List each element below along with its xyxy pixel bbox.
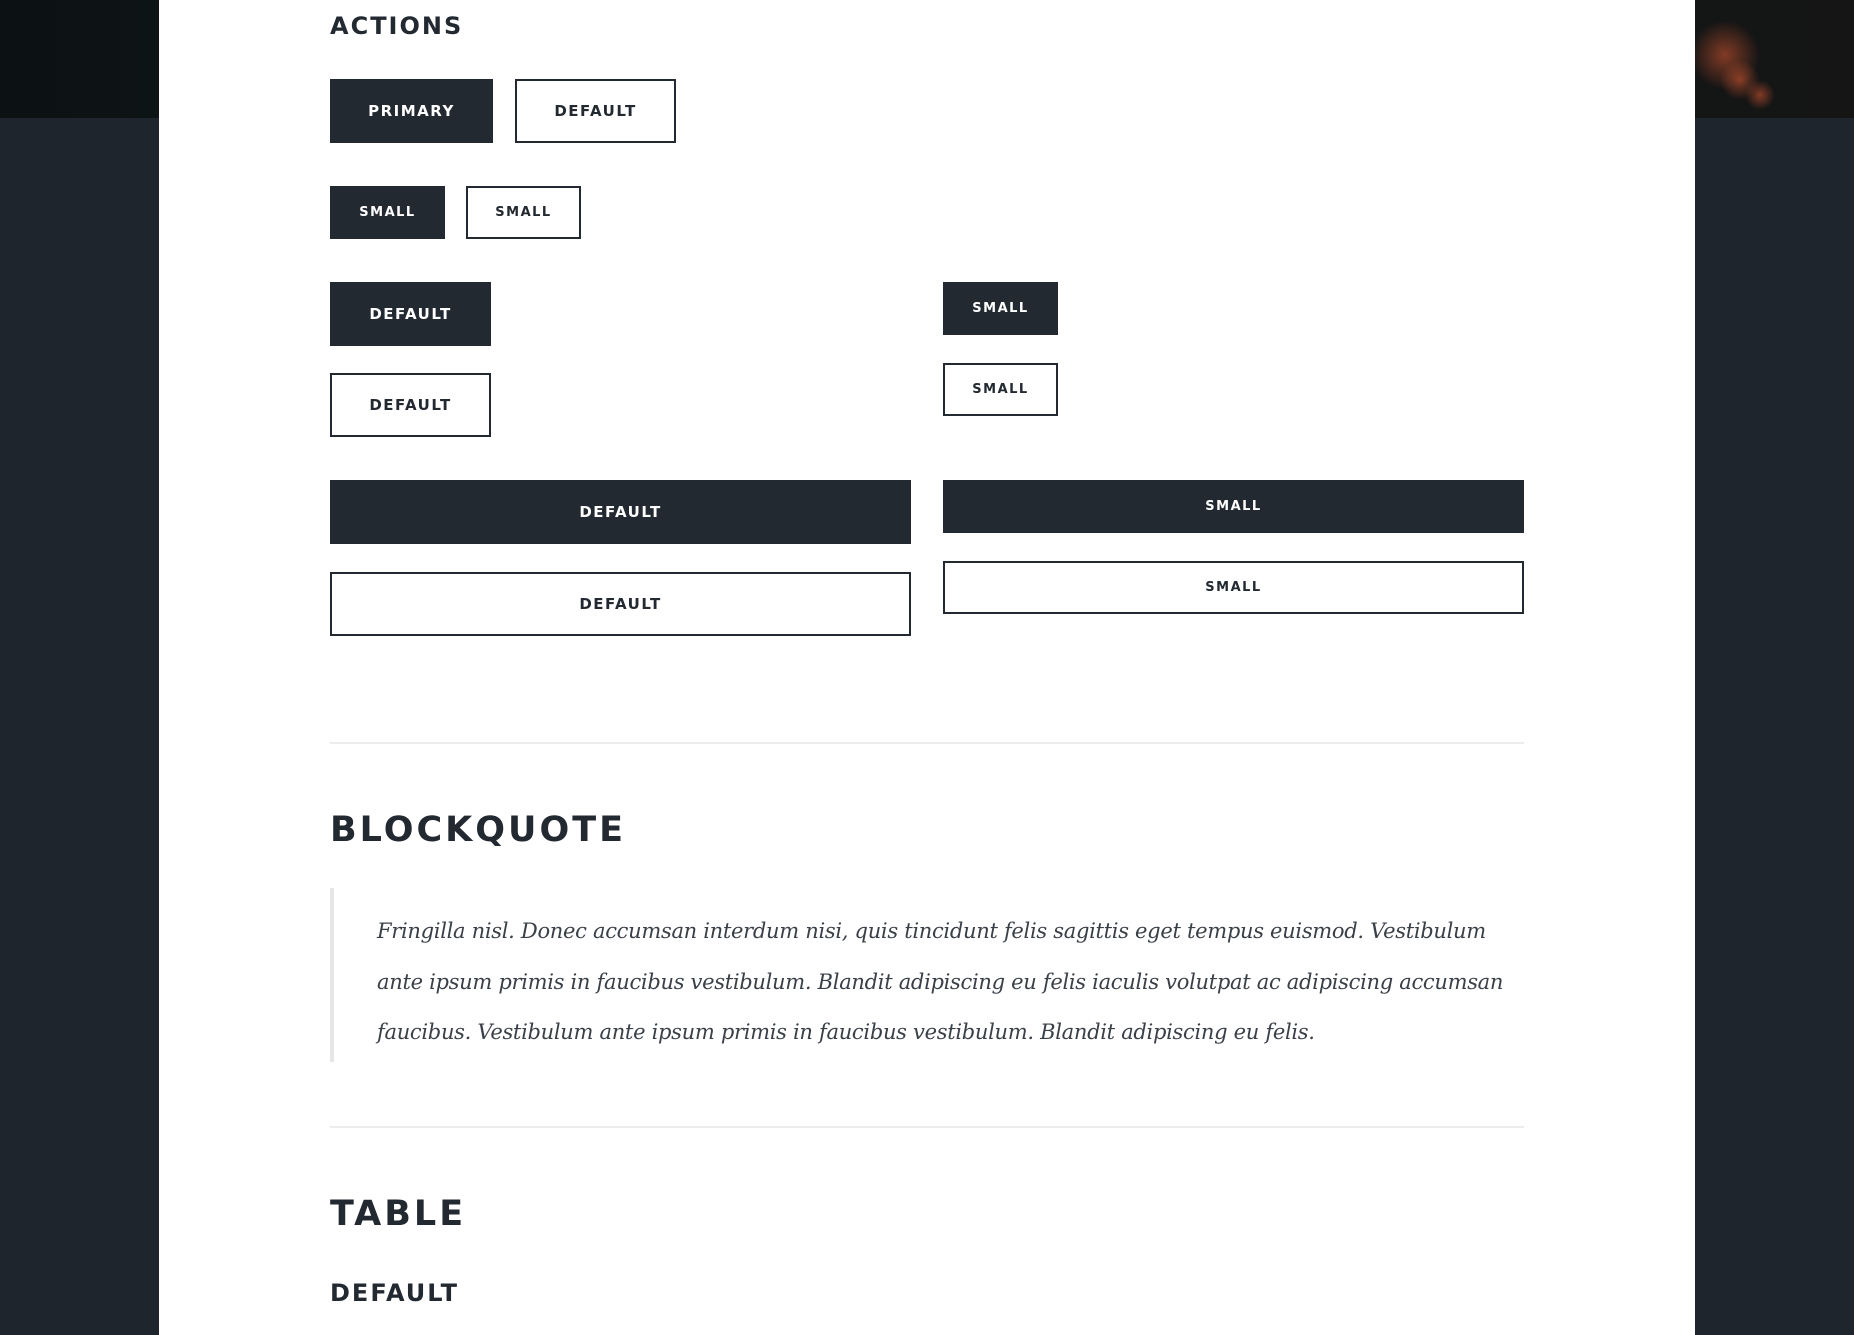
fit-default-primary-button[interactable]: DEFAULT	[330, 480, 911, 544]
section-divider	[330, 1126, 1524, 1128]
fit-small-outline-button[interactable]: SMALL	[943, 561, 1524, 614]
table-heading: TABLE	[330, 1194, 467, 1234]
stacked-default-outline-button[interactable]: DEFAULT	[330, 373, 491, 437]
table-subheading: DEFAULT	[330, 1279, 459, 1307]
small-default-button[interactable]: SMALL	[466, 186, 581, 239]
blockquote-text: Fringilla nisl. Donec accumsan interdum nisi, quis tincidunt felis sagittis eget tempus euismod. Vestibulum ante ipsum primis in faucibus vestibulum. Blandit adipiscing eu felis iaculis volutpat ac adipiscing accumsan faucibus. Vestibulum ante ipsum primis in faucibus vestibulum. Blandit adipiscing eu felis.	[377, 919, 1504, 1044]
fit-default-outline-button[interactable]: DEFAULT	[330, 572, 911, 636]
small-primary-button[interactable]: SMALL	[330, 186, 445, 239]
actions-heading: ACTIONS	[330, 12, 464, 40]
blockquote	[330, 888, 1524, 1062]
fit-small-primary-button[interactable]: SMALL	[943, 480, 1524, 533]
stacked-small-outline-button[interactable]: SMALL	[943, 363, 1058, 416]
blockquote-heading: BLOCKQUOTE	[330, 810, 627, 850]
stacked-small-primary-button[interactable]: SMALL	[943, 282, 1058, 335]
stacked-default-primary-button[interactable]: DEFAULT	[330, 282, 491, 346]
default-button[interactable]: DEFAULT	[515, 79, 676, 143]
primary-button[interactable]: PRIMARY	[330, 79, 493, 143]
section-divider	[330, 742, 1524, 744]
main-content-panel	[159, 0, 1695, 1335]
